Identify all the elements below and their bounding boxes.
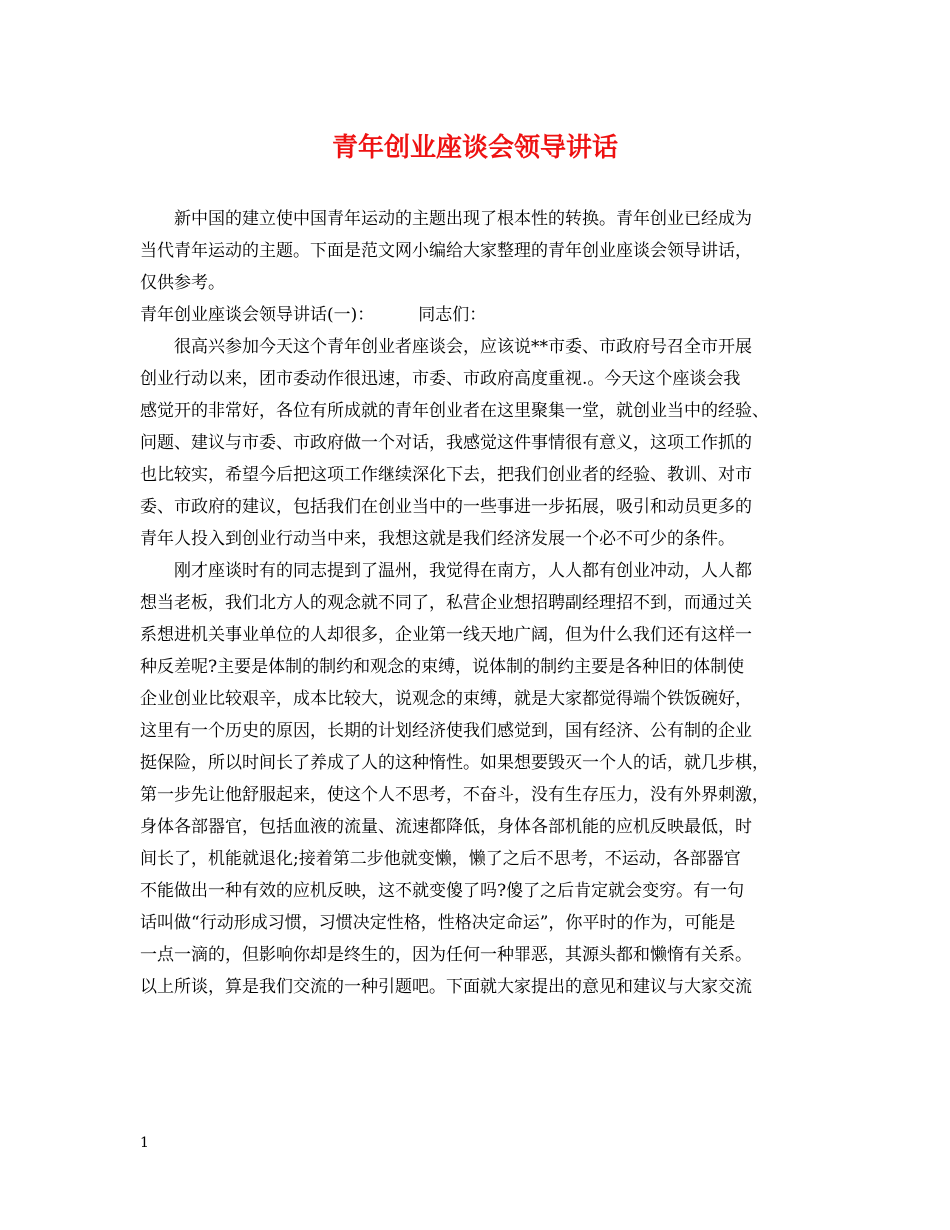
- text-line: 青年人投入到创业行动当中来，我想这就是我们经济发展一个必不可少的条件。: [140, 529, 735, 549]
- salutation: 同志们：: [418, 305, 487, 325]
- paragraph-1: [140, 331, 820, 555]
- text-line: 不能做出一种有效的应机反映，这不就变傻了吗?傻了之后肯定就会变穷。有一句: [140, 881, 745, 901]
- text-line: 很高兴参加今天这个青年创业者座谈会，应该说**市委、市政府号召全市开展: [174, 337, 752, 357]
- text-line: 问题、建议与市委、市政府做一个对话，我感觉这件事情很有意义，这项工作抓的: [140, 433, 752, 453]
- page-number: 1: [140, 1135, 149, 1151]
- text-line: 刚才座谈时有的同志提到了温州，我觉得在南方，人人都有创业冲动，人人都: [174, 561, 752, 581]
- section-heading-line: [140, 299, 820, 331]
- text-line: 新中国的建立使中国青年运动的主题出现了根本性的转换。青年创业已经成为: [174, 209, 752, 229]
- text-line: 企业创业比较艰辛，成本比较大，说观念的束缚，就是大家都觉得端个铁饭碗好，: [140, 689, 752, 709]
- text-line: 也比较实，希望今后把这项工作继续深化下去，把我们创业者的经验、教训、对市: [140, 465, 752, 485]
- text-line: 身体各部器官，包括血液的流量、流速都降低，身体各部机能的应机反映最低，时: [140, 817, 752, 837]
- text-line: 想当老板，我们北方人的观念就不同了，私营企业想招聘副经理招不到，而通过关: [140, 593, 752, 613]
- paragraph-2: [140, 555, 820, 1003]
- text-line: 仅供参考。: [140, 273, 225, 293]
- text-line: 间长了，机能就退化;接着第二步他就变懒，懒了之后不思考，不运动，各部器官: [140, 849, 741, 869]
- intro-paragraph: [140, 203, 820, 299]
- text-line: 一点一滴的，但影响你却是终生的，因为任何一种罪恶，其源头都和懒惰有关系。: [140, 945, 752, 965]
- text-line: 创业行动以来，团市委动作很迅速，市委、市政府高度重视.。今天这个座谈会我: [140, 369, 741, 389]
- text-line: 挺保险，所以时间长了养成了人的这种惰性。如果想要毁灭一个人的话，就几步棋，: [140, 753, 769, 773]
- text-line: 当代青年运动的主题。下面是范文网小编给大家整理的青年创业座谈会领导讲话，: [140, 241, 752, 261]
- text-line: 感觉开的非常好，各位有所成就的青年创业者在这里聚集一堂，就创业当中的经验、: [140, 401, 769, 421]
- text-line: 话叫做“行动形成习惯，习惯决定性格，性格决定命运”，你平时的作为，可能是: [140, 913, 736, 933]
- text-line: 这里有一个历史的原因，长期的计划经济使我们感觉到，国有经济、公有制的企业: [140, 721, 752, 741]
- text-line: 委、市政府的建议，包括我们在创业当中的一些事进一步拓展，吸引和动员更多的: [140, 497, 752, 517]
- text-line: 系想进机关事业单位的人却很多，企业第一线天地广阔，但为什么我们还有这样一: [140, 625, 752, 645]
- section-heading: 青年创业座谈会领导讲话(一)：: [140, 305, 375, 325]
- text-line: 种反差呢?主要是体制的制约和观念的束缚，说体制的制约主要是各种旧的体制使: [140, 657, 745, 677]
- document-title: 青年创业座谈会领导讲话: [331, 133, 618, 163]
- text-line: 以上所谈，算是我们交流的一种引题吧。下面就大家提出的意见和建议与大家交流: [140, 977, 752, 997]
- document-body: [140, 203, 820, 1003]
- text-line: 第一步先让他舒服起来，使这个人不思考，不奋斗，没有生存压力，没有外界刺激，: [140, 785, 769, 805]
